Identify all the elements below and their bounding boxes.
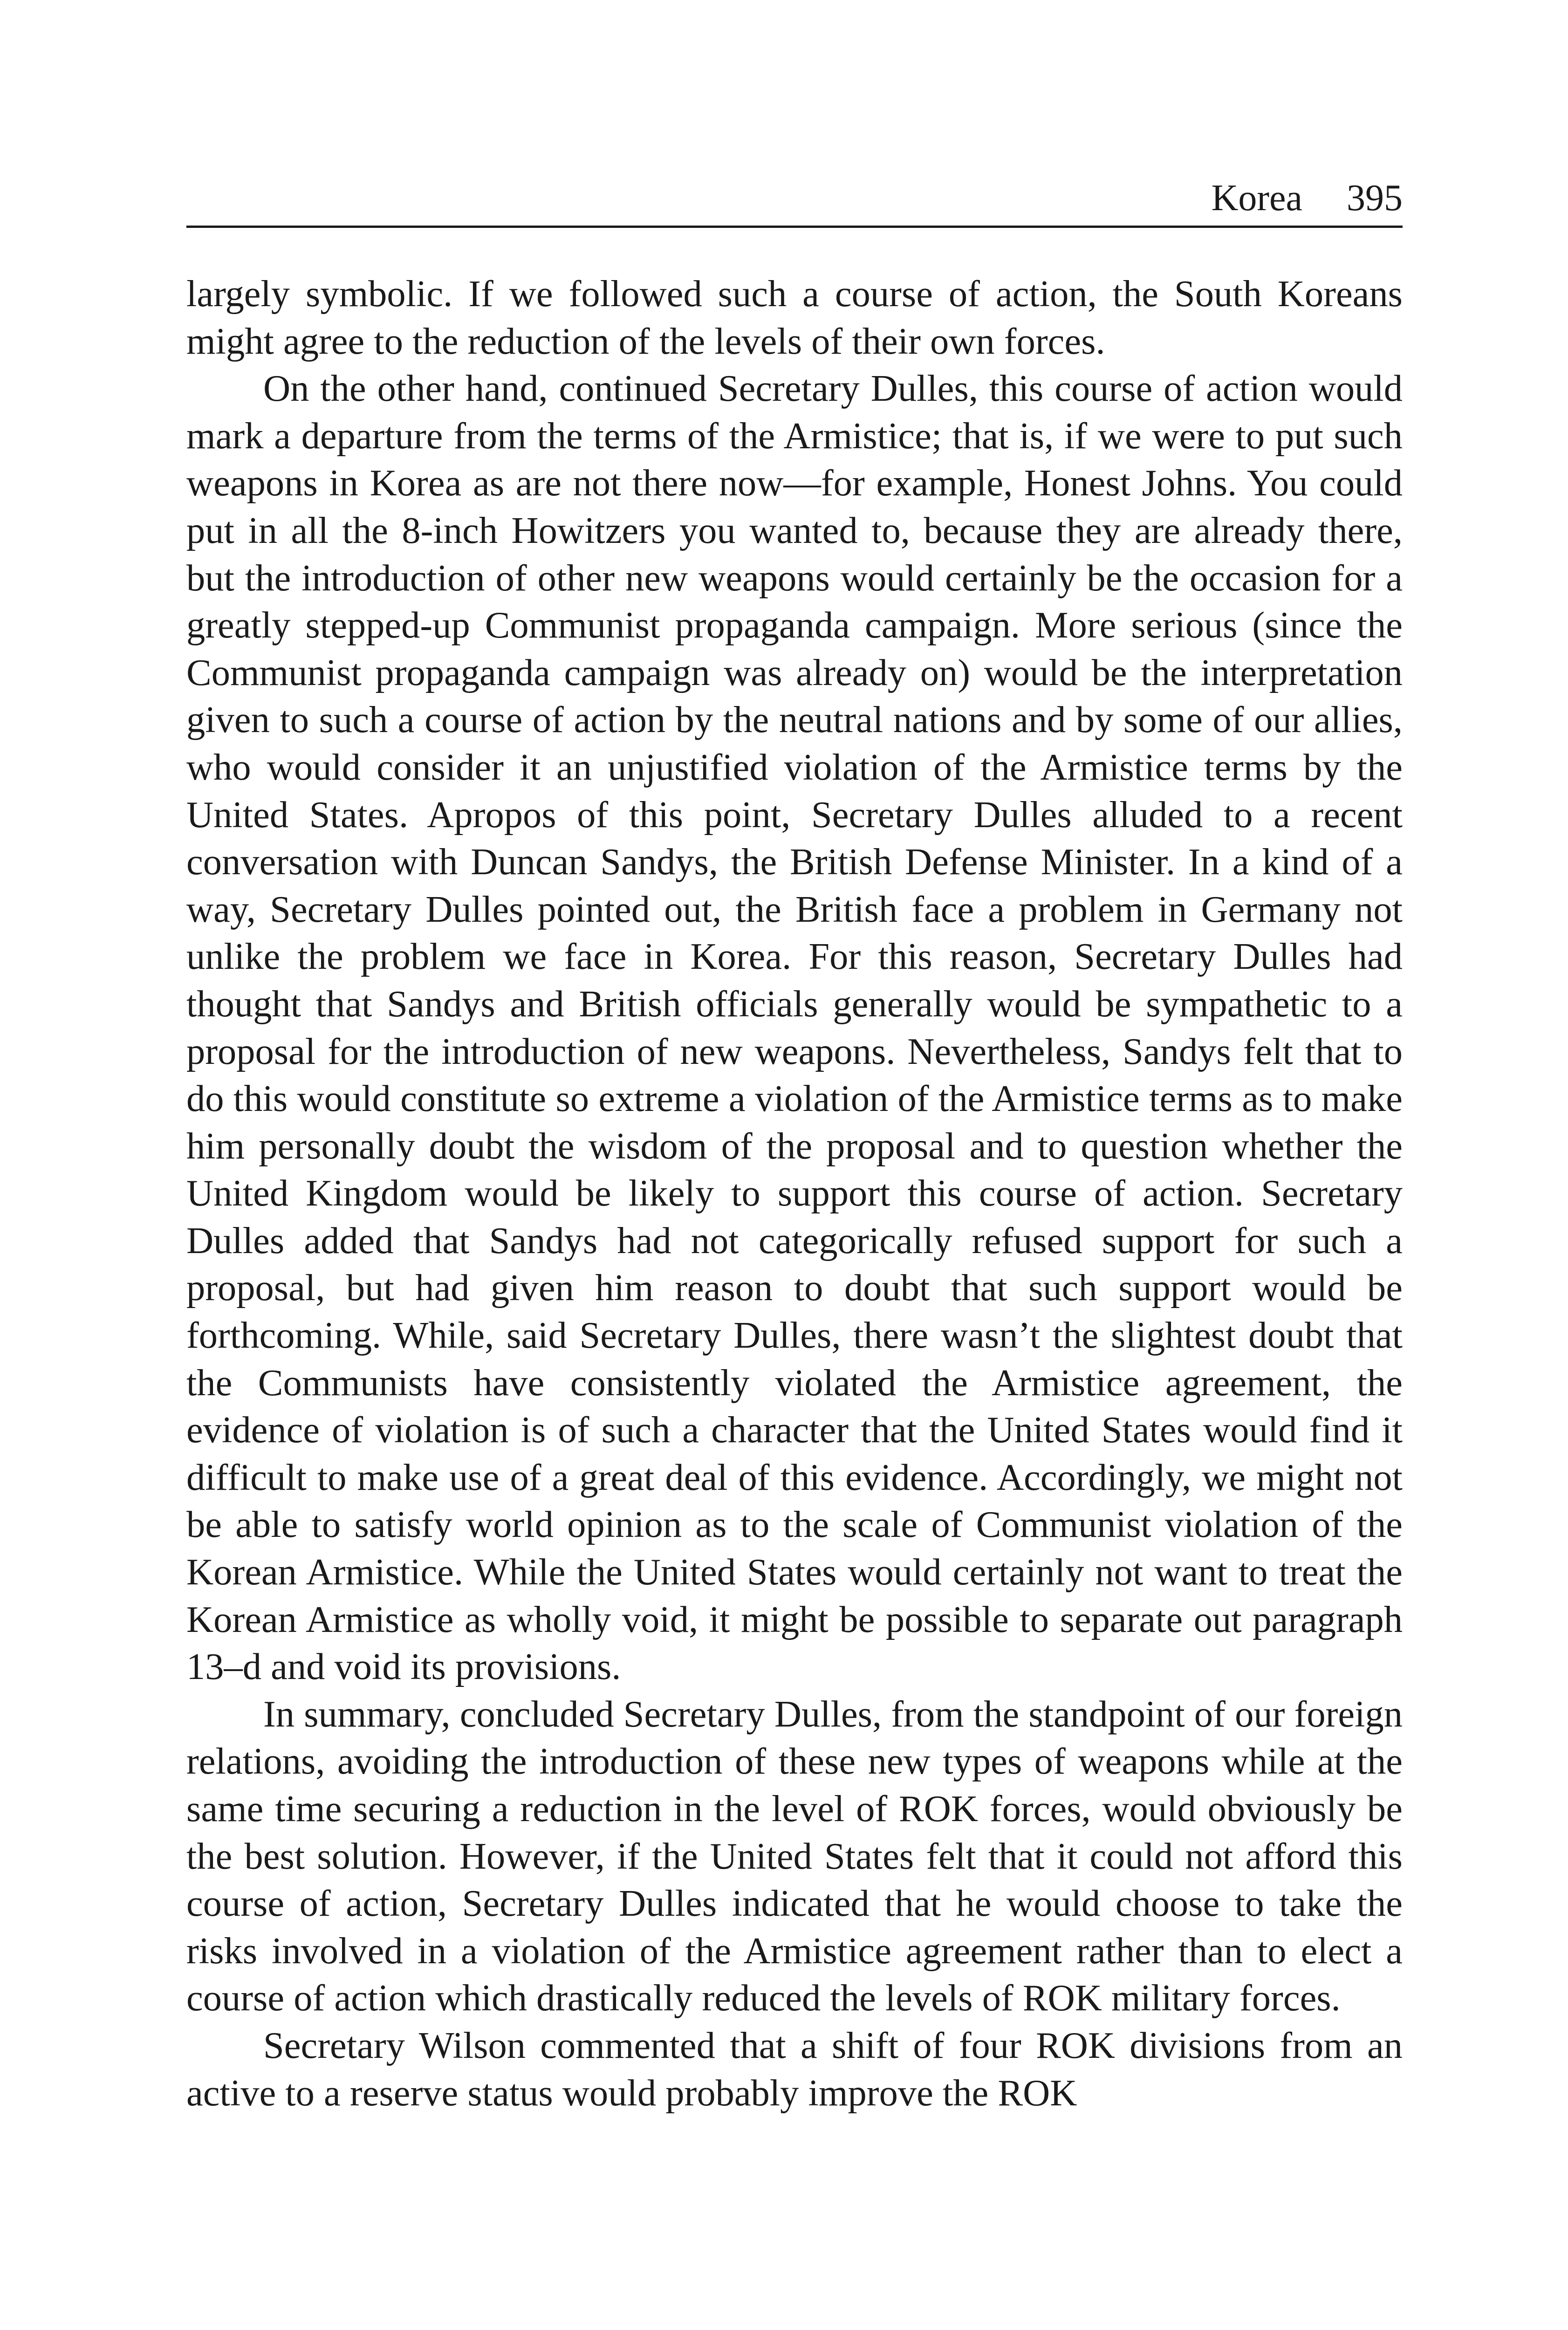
paragraph: Secretary Wilson commented that a shift of four ROK divisions from an active to a reserve status would probably improve the ROK (186, 2024, 1403, 2114)
page-number: 395 (1347, 178, 1403, 219)
running-head-section: Korea (1211, 178, 1302, 219)
paragraph: In summary, concluded Secretary Dulles, from the standpoint of our foreign relations, avoiding the introduction of these new types of weapons while at the same time securing a reduction in the level of ROK forces, would obviously be the best solution. However, if the United States felt that it could not afford this course of action, Secretary Dulles indicated that he would choose to take the risks involved in a violation of the Armistice agreement rather than to elect a course of action which drastically reduced the levels of ROK military forces. (186, 1693, 1403, 2019)
paragraph-continuation: largely symbolic. If we followed such a course of action, the South Koreans might agree to the reduction of the levels of their own forces. (186, 273, 1403, 362)
header-rule (186, 226, 1403, 228)
paragraph: On the other hand, continued Secretary Dulles, this course of action would mark a departure from the terms of the Armistice; that is, if we were to put such weapons in Korea as are not there now—for example, Honest Johns. You could put in all the 8-inch Howitzers you wanted to, because they are already there, but the introduction of other new weapons would certainly be the occasion for a greatly stepped-up Communist propaganda campaign. More serious (since the Communist propaganda campaign was already on) would be the interpretation given to such a course of action by the neutral nations and by some of our allies, who would consider it an unjustified violation of the Armistice terms by the United States. Apropos of this point, Secretary Dulles alluded to a recent conversation with Duncan Sandys, the British Defense Minister. In a kind of a way, Secretary Dulles pointed out, the British face a problem in Germany not unlike the problem we face in Korea. For this reason, Secretary Dulles had thought that Sandys and British officials generally would be sympathetic to a proposal for the introduction of new weapons. Nevertheless, Sandys felt that to do this would constitute so extreme a violation of the Armistice terms as to make him personally doubt the wisdom of the proposal and to question whether the United Kingdom would be likely to support this course of action. Secretary Dulles added that Sandys had not categorically refused support for such a proposal, but had given him reason to doubt that such support would be forthcoming. While, said Secretary Dulles, there wasn’t the slightest doubt that the Communists have consistently violated the Armistice agreement, the evidence of violation is of such a character that the United States would find it difficult to make use of a great deal of this evidence. Accordingly, we might not be able to satisfy world opinion as to the scale of Communist violation of the Korean Armistice. While the United States would certainly not want to treat the Korean Armistice as wholly void, it might be possible to separate out paragraph 13–d and void its provisions. (186, 368, 1403, 1688)
body-text (186, 270, 1403, 2117)
running-head (186, 172, 1403, 224)
